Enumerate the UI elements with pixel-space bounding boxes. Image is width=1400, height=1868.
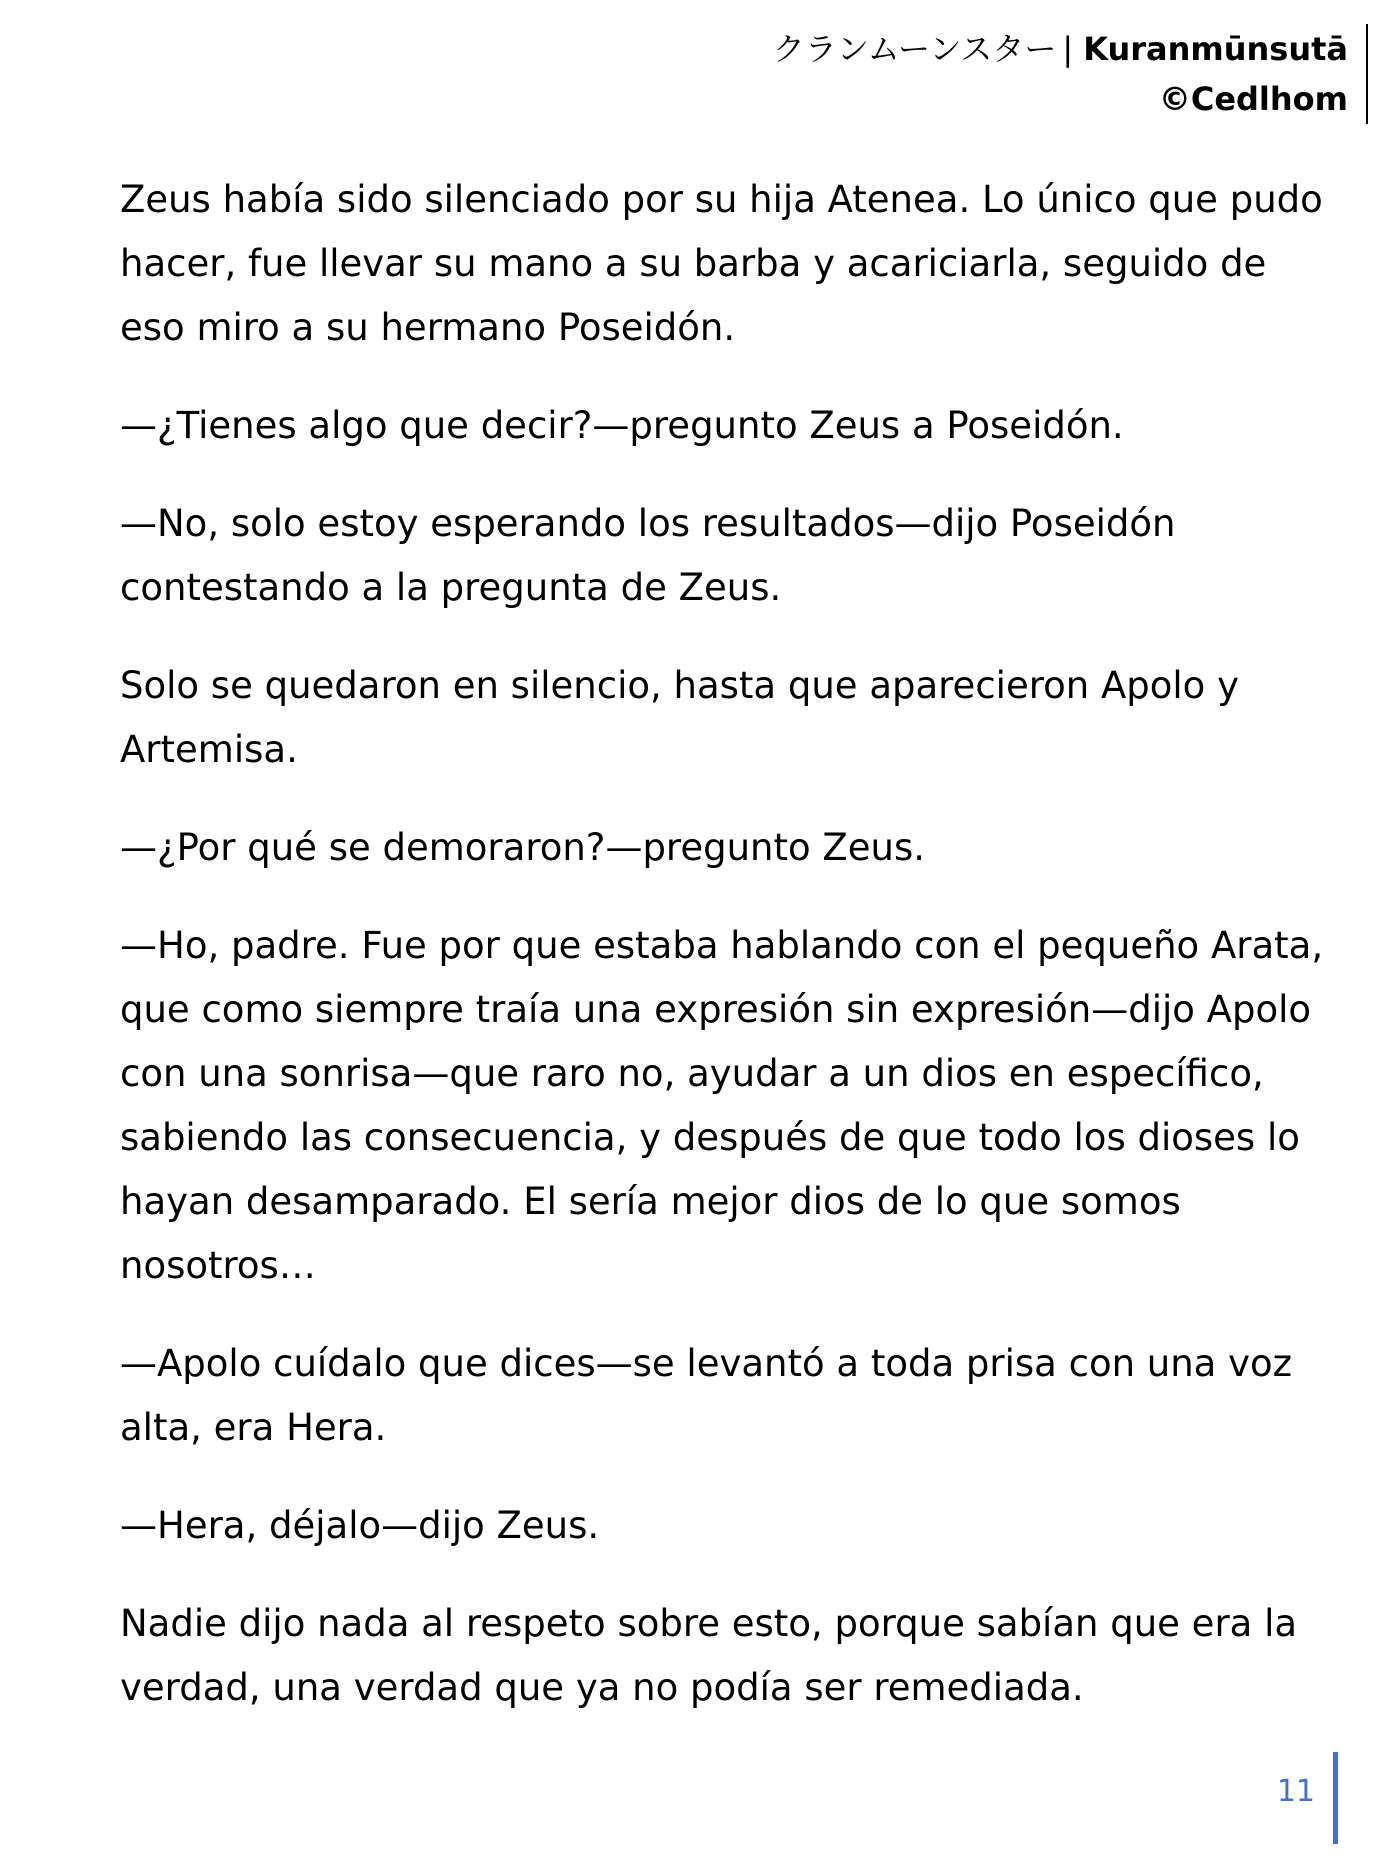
header-romaji-title: Kuranmūnsutā <box>1083 30 1348 68</box>
paragraph: Nadie dijo nada al respeto sobre esto, porque sabían que era la verdad, una verdad que ya no podía ser remediada. <box>120 1602 1298 1709</box>
story-body <box>120 168 1330 1754</box>
header-japanese-title: クランムーンスター <box>772 30 1057 68</box>
paragraph: —No, solo estoy esperando los resultados—dijo Poseidón contestando a la pregunta de Zeus. <box>120 502 1176 609</box>
header-separator: | <box>1062 30 1074 68</box>
page-header <box>773 24 1368 124</box>
paragraph: Zeus había sido silenciado por su hija Atenea. Lo único que pudo hacer, fue llevar su mano a su barba y acariciarla, seguido de eso miro a su hermano Poseidón. <box>120 178 1323 349</box>
header-copyright: ©Cedlhom <box>1158 80 1348 118</box>
paragraph: —¿Tienes algo que decir?—pregunto Zeus a Poseidón. <box>120 404 1124 447</box>
paragraph: Solo se quedaron en silencio, hasta que aparecieron Apolo y Artemisa. <box>120 664 1239 771</box>
paragraph: —Ho, padre. Fue por que estaba hablando con el pequeño Arata, que como siempre traía una expresión sin expresión—dijo Apolo con una sonrisa—que raro no, ayudar a un dios en específico, sabiendo las consecuencia, y después de que todo los dioses lo hayan desamparado. El sería mejor dios de lo que somos nosotros… <box>120 924 1324 1287</box>
paragraph: —¿Por qué se demoraron?—pregunto Zeus. <box>120 826 925 869</box>
paragraph: —Hera, déjalo—dijo Zeus. <box>120 1504 600 1547</box>
paragraph: —Apolo cuídalo que dices—se levantó a toda prisa con una voz alta, era Hera. <box>120 1342 1293 1449</box>
page-number: 11 <box>1277 1752 1338 1844</box>
header-title-line <box>773 24 1348 74</box>
